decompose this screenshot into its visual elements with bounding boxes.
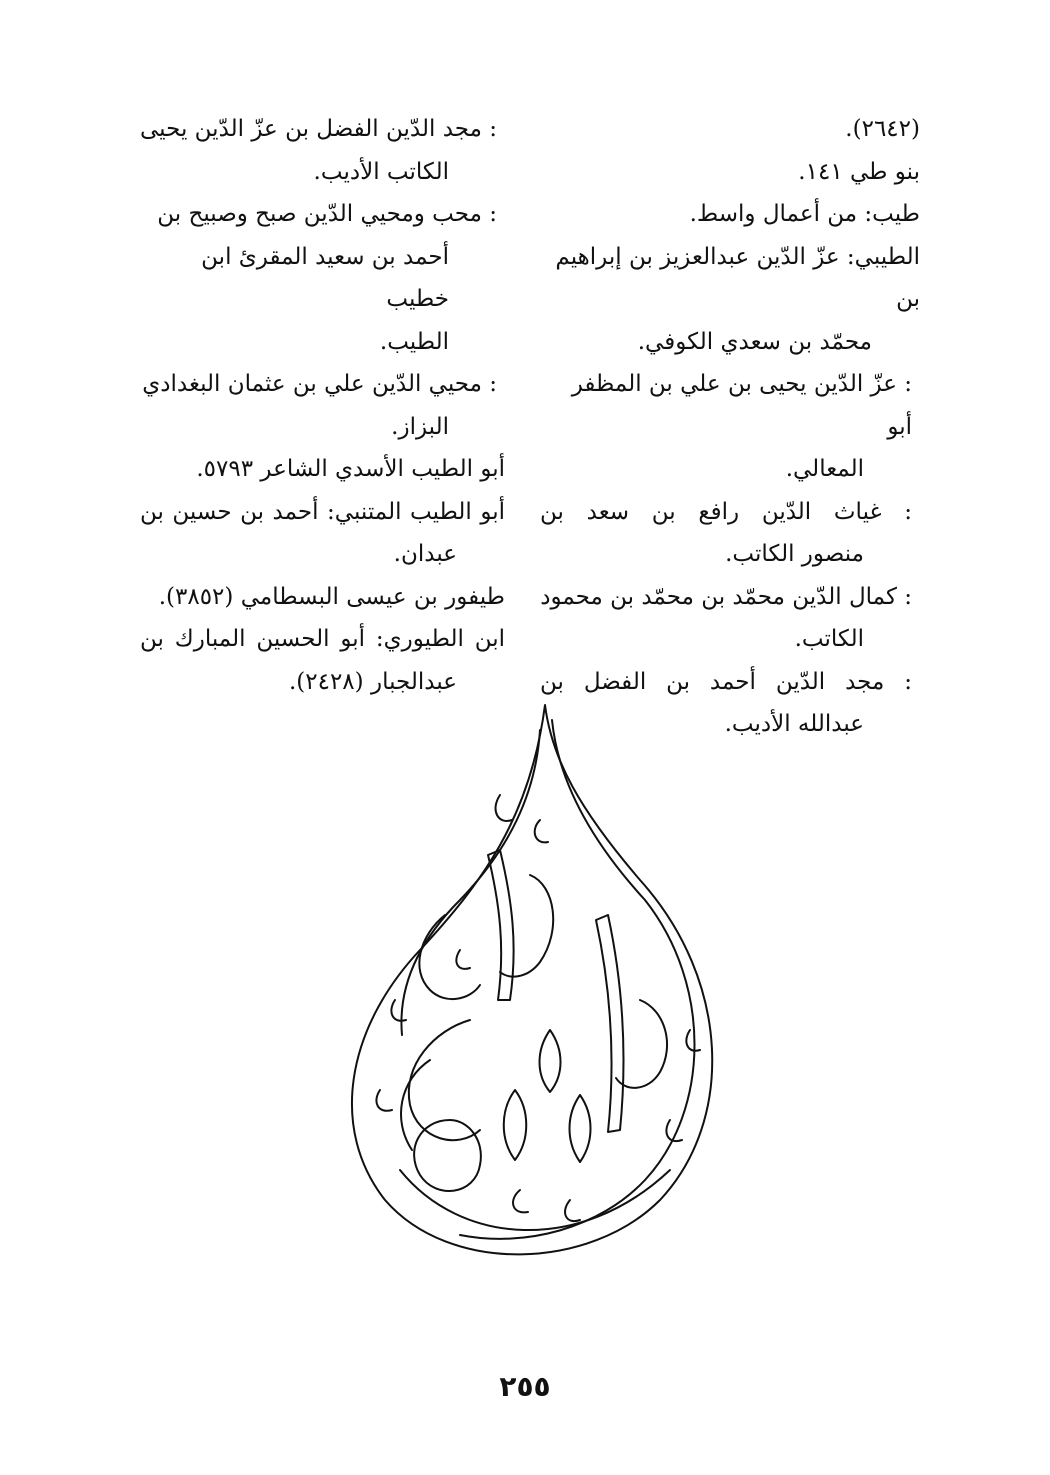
entry-text: : غياث الدّين رافع بن سعد بن [540, 498, 912, 525]
entry-text: : مجد الدّين الفضل بن عزّ الدّين يحيى [139, 116, 497, 142]
entry-text: أبو الطيب المتنبي: أحمد بن حسين بن [140, 498, 505, 525]
entry-continuation: البزاز. [391, 413, 449, 440]
index-entry [140, 576, 505, 619]
entry-text: طيفور بن عيسى البسطامي (٣٨٥٢). [158, 583, 505, 610]
entry-continuation: عبدالجبار (٢٤٢٨). [288, 668, 457, 695]
entry-text: : عزّ الدّين يحيى بن علي بن المظفر أبو [571, 371, 912, 440]
entry-continuation: محمّد بن سعدي الكوفي. [637, 328, 872, 355]
calligraphy-teardrop-icon [340, 700, 740, 1280]
index-column-right [540, 108, 920, 746]
entry-text: بنو طي ١٤١. [798, 158, 920, 185]
index-subentry [540, 363, 920, 491]
entry-continuation: عبدالله الأديب. [724, 711, 864, 737]
page-number: ٢٥٥ [499, 1370, 551, 1403]
index-entry [540, 236, 920, 364]
index-subentry [140, 363, 505, 448]
index-subentry [540, 491, 920, 576]
entry-text: أبو الطيب الأسدي الشاعر ٥٧٩٣. [196, 456, 505, 482]
entry-text: طيب: من أعمال واسط. [689, 201, 920, 227]
entry-text: : مجد الدّين أحمد بن الفضل بن [540, 668, 912, 695]
index-column-left [140, 108, 505, 703]
index-entry [140, 448, 505, 491]
entry-continuation: أحمد بن سعيد المقرئ ابن خطيب [201, 243, 449, 312]
index-entry [540, 151, 920, 194]
entry-continuation: منصور الكاتب. [725, 541, 864, 567]
entry-text: : كمال الدّين محمّد بن محمّد بن محمود [540, 583, 912, 610]
index-entry [140, 491, 505, 576]
index-entry [140, 618, 505, 703]
index-subentry [140, 108, 505, 193]
entry-continuation: المعالي. [785, 456, 864, 482]
entry-continuation: الكاتب الأديب. [313, 158, 449, 185]
entry-text: (٢٦٤٢). [845, 116, 920, 142]
entry-text: : محيي الدّين علي بن عثمان البغدادي [142, 371, 497, 397]
entry-continuation: الكاتب. [794, 626, 864, 652]
index-subentry [540, 576, 920, 661]
entry-continuation: عبدان. [393, 541, 457, 567]
entry-text: ابن الطيوري: أبو الحسين المبارك بن [140, 626, 505, 652]
entry-text: : محب ومحيي الدّين صبح وصبيح بن [157, 201, 497, 227]
index-entry [540, 108, 920, 151]
entry-text: الطيبي: عزّ الدّين عبدالعزيز بن إبراهيم بن [555, 243, 920, 312]
index-entry [540, 193, 920, 236]
entry-continuation: الطيب. [379, 328, 449, 355]
index-subentry [140, 193, 505, 363]
